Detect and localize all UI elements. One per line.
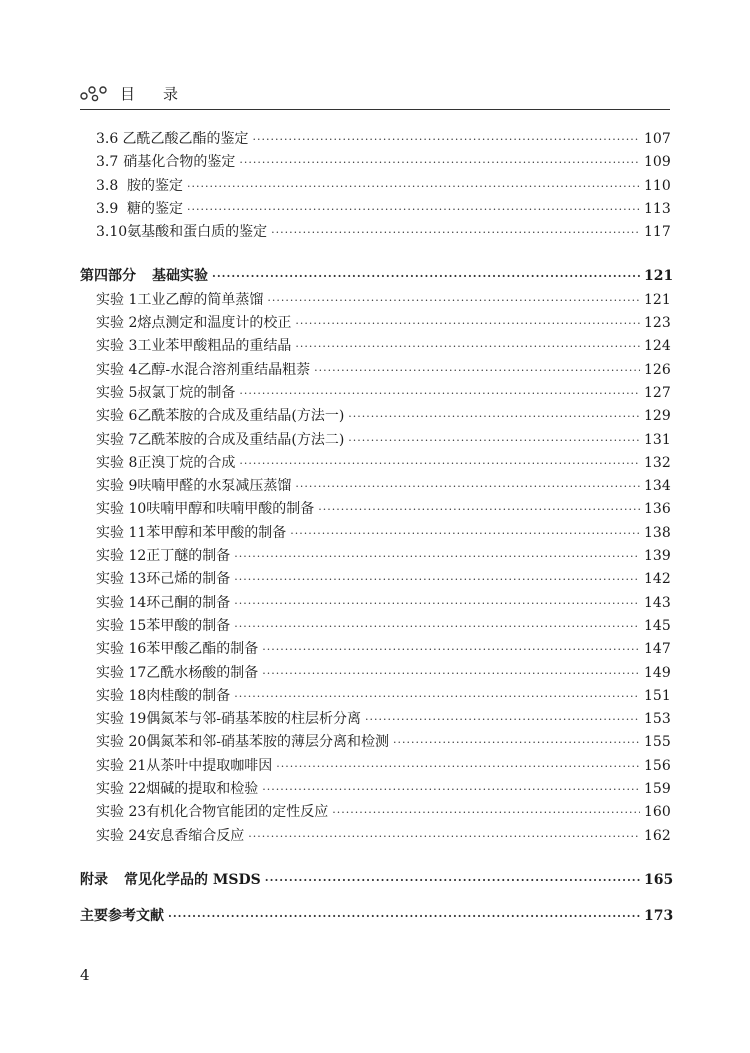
entry-number: 实验 21 [96, 757, 147, 774]
entry-number: 附录 [80, 871, 108, 888]
entry-page: 126 [644, 361, 671, 378]
dot-leader [295, 335, 640, 358]
entry-title: 主要参考文献 [80, 908, 164, 925]
entry-page: 173 [644, 908, 674, 925]
spacer [80, 892, 670, 905]
entry-title: 安息香缩合反应 [146, 827, 245, 844]
entry-page: 107 [644, 131, 671, 147]
entry-number: 实验 15 [96, 617, 147, 634]
entry-title: 偶氮苯和邻-硝基苯胺的薄层分离和检测 [146, 734, 389, 751]
entry-title: 常见化学品的 MSDS [124, 871, 261, 888]
header-title: 目录 [120, 85, 207, 103]
toc-entry-appendix[interactable] [80, 869, 674, 892]
entry-page: 124 [644, 338, 671, 355]
dot-leader [295, 312, 640, 335]
entry-page: 151 [644, 687, 671, 704]
entry-number: 实验 7 [96, 431, 138, 448]
entry-number: 实验 16 [96, 641, 147, 658]
entry-title: 熔点测定和温度计的校正 [137, 315, 292, 332]
toc-entry[interactable] [80, 359, 670, 382]
entry-number: 3.8 [96, 177, 119, 194]
entry-title: 正溴丁烷的合成 [137, 454, 236, 471]
entry-title: 从茶叶中提取咖啡因 [146, 757, 273, 774]
entry-number: 实验 11 [96, 524, 147, 541]
entry-number: 3.10 [96, 224, 128, 241]
entry-page: 136 [644, 501, 671, 518]
toc-entry[interactable] [80, 475, 670, 498]
entry-page: 123 [644, 315, 671, 332]
entry-title: 乙酰苯胺的合成及重结晶(方法二) [137, 431, 345, 448]
dot-leader [234, 615, 640, 638]
entry-number: 第四部分 [80, 268, 136, 285]
toc-entry[interactable] [80, 522, 670, 545]
entry-title: 糖的鉴定 [127, 200, 183, 217]
dot-leader [276, 755, 640, 778]
toc-entry[interactable] [80, 452, 670, 475]
toc-entry-references[interactable] [80, 905, 674, 928]
entry-page: 165 [644, 871, 674, 888]
entry-title: 乙醇-水混合溶剂重结晶粗萘 [137, 361, 311, 378]
dot-leader [234, 545, 640, 568]
dot-leader [365, 708, 640, 731]
toc-entry[interactable] [80, 498, 670, 521]
entry-page: 138 [644, 524, 671, 541]
entry-page: 121 [644, 268, 674, 285]
entry-title: 乙酰苯胺的合成及重结晶(方法一) [137, 408, 345, 425]
entry-page: 132 [644, 454, 671, 471]
entry-title: 正丁醚的制备 [146, 548, 231, 565]
experiment-entries [80, 289, 670, 848]
toc-entry[interactable] [80, 638, 670, 661]
toc-entry[interactable] [80, 221, 670, 244]
spacer [80, 244, 670, 265]
entry-page: 159 [644, 781, 671, 798]
molecule-icon [80, 84, 108, 106]
entry-title: 肉桂酸的制备 [146, 687, 231, 704]
entry-number: 实验 22 [96, 781, 147, 798]
entry-number: 实验 4 [96, 361, 138, 378]
entry-title: 偶氮苯与邻-硝基苯胺的柱层析分离 [146, 711, 361, 728]
running-header [80, 80, 670, 110]
chapter-3-entries [80, 128, 670, 244]
entry-page: 153 [644, 711, 671, 728]
dot-leader [239, 151, 640, 174]
toc-entry[interactable] [80, 825, 670, 848]
entry-page: 113 [644, 200, 671, 217]
entry-page: 129 [644, 408, 671, 425]
entry-title: 叔氯丁烷的制备 [137, 384, 236, 401]
entry-page: 121 [644, 291, 671, 308]
toc-entry[interactable] [80, 568, 670, 591]
toc-entry[interactable] [80, 778, 670, 801]
dot-leader [187, 175, 640, 198]
spacer [80, 848, 670, 869]
entry-page: 134 [644, 478, 671, 495]
entry-number: 实验 2 [96, 315, 138, 332]
entry-page: 149 [644, 664, 671, 681]
entry-number: 实验 12 [96, 548, 147, 565]
entry-page: 145 [644, 617, 671, 634]
dot-leader [332, 801, 640, 824]
entry-title: 烟碱的提取和检验 [146, 781, 259, 798]
toc-entry[interactable] [80, 429, 670, 452]
dot-leader [393, 731, 640, 754]
entry-number: 3.7 [96, 154, 119, 171]
entry-page: 142 [644, 571, 671, 588]
dot-leader [234, 592, 640, 615]
entry-page: 110 [644, 177, 671, 194]
entry-title: 苯甲酸的制备 [146, 617, 231, 634]
dot-leader [271, 221, 640, 244]
entry-number: 实验 9 [96, 478, 138, 495]
toc-entry[interactable] [80, 335, 670, 358]
dot-leader [234, 685, 640, 708]
entry-page: 127 [644, 384, 671, 401]
entry-number: 实验 8 [96, 454, 138, 471]
toc-entry[interactable] [80, 545, 670, 568]
entry-page: 160 [644, 804, 671, 821]
entry-title: 乙酰水杨酸的制备 [146, 664, 259, 681]
toc-entry[interactable] [80, 382, 670, 405]
entry-number: 实验 1 [96, 291, 138, 308]
entry-title: 苯甲酸乙酯的制备 [146, 641, 259, 658]
toc-entry[interactable] [80, 708, 670, 731]
dot-leader [314, 359, 640, 382]
entry-page: 143 [644, 594, 671, 611]
entry-number: 实验 20 [96, 734, 147, 751]
dot-leader [348, 429, 640, 452]
table-of-contents [80, 128, 674, 929]
entry-page: 162 [644, 827, 671, 844]
entry-number: 实验 6 [96, 408, 138, 425]
entry-title: 苯甲醇和苯甲酸的制备 [146, 524, 287, 541]
entry-number: 实验 19 [96, 711, 147, 728]
toc-entry[interactable] [80, 289, 670, 312]
entry-number: 3.6 [96, 131, 119, 147]
toc-entry[interactable] [80, 128, 670, 151]
page-number: 4 [80, 966, 90, 984]
dot-leader [318, 498, 640, 521]
dot-leader [239, 382, 640, 405]
toc-entry[interactable] [80, 615, 670, 638]
entry-page: 109 [644, 154, 671, 171]
dot-leader [267, 289, 640, 312]
entry-number: 实验 10 [96, 501, 147, 518]
entry-title: 呋喃甲醇和呋喃甲酸的制备 [146, 501, 315, 518]
toc-entry-part-4[interactable] [80, 265, 674, 288]
entry-page: 117 [644, 224, 671, 241]
dot-leader [290, 522, 640, 545]
toc-entry[interactable] [80, 662, 670, 685]
toc-entry[interactable] [80, 755, 670, 778]
dot-leader [234, 568, 640, 591]
dot-leader [262, 638, 640, 661]
entry-title: 工业乙醇的简单蒸馏 [137, 291, 264, 308]
toc-entry[interactable] [80, 312, 670, 335]
entry-title: 工业苯甲酸粗品的重结晶 [137, 338, 292, 355]
entry-number: 实验 18 [96, 687, 147, 704]
dot-leader [265, 869, 640, 892]
entry-title: 乙酰乙酸乙酯的鉴定 [122, 131, 249, 147]
dot-leader [262, 778, 640, 801]
entry-page: 139 [644, 548, 671, 565]
toc-entry[interactable] [80, 801, 670, 824]
toc-entry[interactable] [80, 405, 670, 428]
entry-number: 实验 14 [96, 594, 147, 611]
entry-number: 实验 17 [96, 664, 147, 681]
entry-title: 胺的鉴定 [127, 177, 183, 194]
entry-number: 3.9 [96, 200, 119, 217]
dot-leader [262, 662, 640, 685]
toc-entry[interactable] [80, 198, 670, 221]
entry-number: 实验 24 [96, 827, 147, 844]
entry-page: 147 [644, 641, 671, 658]
toc-entry[interactable] [80, 592, 670, 615]
toc-entry[interactable] [80, 175, 670, 198]
entry-title: 呋喃甲醛的水泵减压蒸馏 [137, 478, 292, 495]
entry-title: 有机化合物官能团的定性反应 [146, 804, 329, 821]
dot-leader [239, 452, 640, 475]
dot-leader [248, 825, 640, 848]
entry-title: 氨基酸和蛋白质的鉴定 [127, 224, 268, 241]
entry-number: 实验 5 [96, 384, 138, 401]
dot-leader [295, 475, 640, 498]
dot-leader [187, 198, 640, 221]
dot-leader [348, 405, 640, 428]
header-divider [80, 109, 670, 110]
entry-number: 实验 13 [96, 571, 147, 588]
entry-title: 硝基化合物的鉴定 [123, 154, 236, 171]
entry-number: 实验 23 [96, 804, 147, 821]
entry-page: 131 [644, 431, 671, 448]
entry-page: 155 [644, 734, 671, 751]
entry-title: 环己酮的制备 [146, 594, 231, 611]
toc-entry[interactable] [80, 731, 670, 754]
toc-entry[interactable] [80, 685, 670, 708]
dot-leader [253, 128, 640, 151]
toc-entry[interactable] [80, 151, 670, 174]
entry-page: 156 [644, 757, 671, 774]
dot-leader [212, 265, 640, 288]
entry-title: 基础实验 [152, 268, 208, 285]
dot-leader [168, 905, 640, 928]
entry-number: 实验 3 [96, 338, 138, 355]
entry-title: 环己烯的制备 [146, 571, 231, 588]
